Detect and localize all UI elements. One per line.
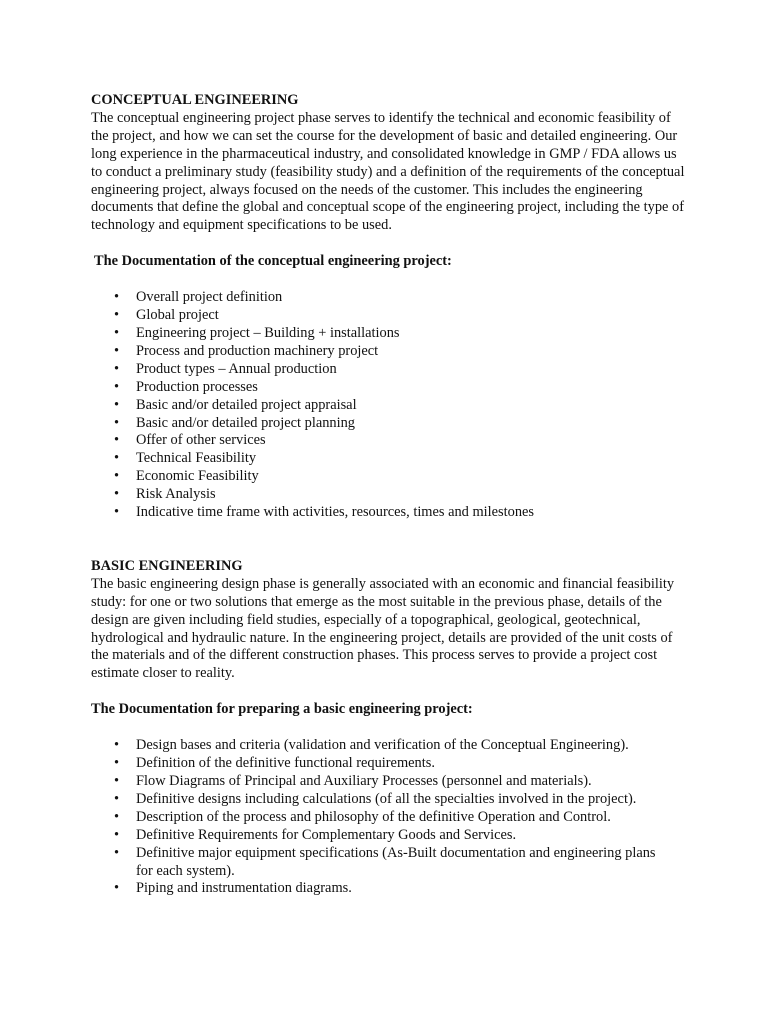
bullet-icon: • (114, 396, 120, 413)
basic-doc-title: The Documentation for preparing a basic engineering project: (91, 701, 473, 718)
conceptual-paragraph: The conceptual engineering project phase serves to identify the technical and economic feasibility of the project, and how we can set the course for the development of basic and detailed engineering. Our long experience in the pharmaceutical industry, and consolidated knowledge in GMP / FDA allows us to conduct a preliminary study (feasibility study) and a definition of the requirements of the conceptual engineering project, always focused on the needs of the customer. This includes the engineering documents that define the global and conceptual scope of the engineering project, including the type of technology and equipment specifications to be used. (91, 109, 685, 234)
list-item: • Process and production machinery project (114, 342, 379, 359)
list-item: • Indicative time frame with activities, resources, times and milestones (114, 504, 535, 521)
bullet-icon: • (114, 289, 120, 306)
list-item: • Economic Feasibility (114, 468, 259, 485)
list-item: • Description of the process and philosophy of the definitive Operation and Control. (114, 808, 611, 825)
bullet-icon: • (114, 808, 120, 825)
conceptual-list (91, 289, 691, 522)
list-item: • Definitive Requirements for Complementary Goods and Services. (114, 826, 517, 843)
bullet-icon: • (114, 324, 120, 341)
list-item: • Definition of the definitive functional requirements. (114, 755, 435, 772)
basic-section (91, 558, 691, 898)
bullet-icon: • (114, 432, 120, 449)
list-item: • Risk Analysis (114, 486, 216, 503)
conceptual-doc-title: The Documentation of the conceptual engineering project: (94, 253, 452, 270)
bullet-icon: • (114, 826, 120, 843)
bullet-icon: • (114, 773, 120, 789)
list-item: • Definitive designs including calculations (of all the specialties involved in the project). (114, 790, 637, 807)
bullet-icon: • (114, 504, 120, 521)
list-item: • Piping and instrumentation diagrams. (114, 880, 352, 897)
bullet-icon: • (114, 737, 120, 754)
bullet-icon: • (114, 790, 120, 807)
list-item: • Global project (114, 307, 219, 324)
basic-list (91, 737, 691, 898)
conceptual-section (91, 92, 691, 522)
basic-heading: BASIC ENGINEERING (91, 557, 243, 574)
document-page (91, 92, 691, 898)
list-item: • Design bases and criteria (validation and verification of the Conceptual Engineering). (114, 737, 629, 754)
bullet-icon: • (114, 414, 120, 431)
list-item: • Technical Feasibility (114, 450, 257, 467)
list-item: • Flow Diagrams of Principal and Auxiliary Processes (personnel and materials). (114, 773, 592, 789)
list-item: • Basic and/or detailed project planning (114, 414, 355, 431)
list-item: • Offer of other services (114, 432, 266, 449)
list-item: • Overall project definition (114, 289, 283, 306)
bullet-icon: • (114, 307, 120, 324)
list-item: • Product types – Annual production (114, 360, 337, 377)
bullet-icon: • (114, 844, 120, 861)
basic-paragraph: The basic engineering design phase is generally associated with an economic and financial feasibility study: for one or two solutions that emerge as the most suitable in the previous phase, details of the design are given including field studies, especially of a topographical, geological, geotechnical, hydrological and hydraulic nature. In the engineering project, details are provided of the unit costs of the materials and of the different construction phases. This process serves to provide a project cost estimate closer to reality. (91, 575, 675, 682)
bullet-icon: • (114, 342, 120, 359)
bullet-icon: • (114, 880, 120, 897)
list-item: • Production processes (114, 378, 258, 395)
conceptual-heading: CONCEPTUAL ENGINEERING (91, 92, 299, 108)
bullet-icon: • (114, 486, 120, 503)
list-item: • Basic and/or detailed project appraisal (114, 396, 357, 413)
list-item: • Engineering project – Building + installations (114, 324, 400, 341)
list-item: • Definitive major equipment specifications (As-Built documentation and engineering plans for each system). (114, 844, 656, 879)
bullet-icon: • (114, 755, 120, 772)
bullet-icon: • (114, 450, 120, 467)
bullet-icon: • (114, 360, 120, 377)
bullet-icon: • (114, 378, 120, 395)
bullet-icon: • (114, 468, 120, 485)
